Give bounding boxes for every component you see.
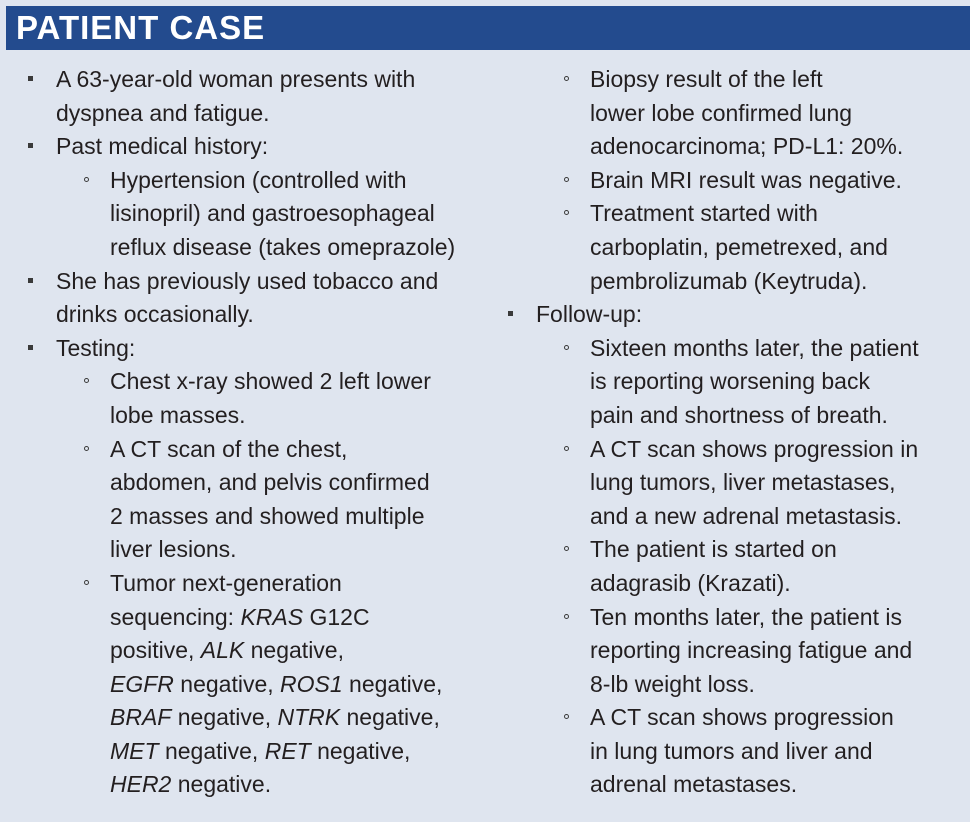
left-column [28, 63, 478, 802]
circle-bullet-icon [84, 177, 89, 182]
sub-bullet-ten-months: Ten months later, the patient is reporting increasing fatigue and 8-lb weight loss. [508, 601, 970, 702]
circle-bullet-icon [84, 378, 89, 383]
circle-bullet-icon [84, 580, 89, 585]
sub-bullet-ngs: Tumor next-generation sequencing: KRAS G12C positive, ALK negative, EGFR negative, ROS1 negative, BRAF negative, NTRK negative, MET negative, RET negative, HER2 negative. [28, 567, 478, 802]
square-bullet-icon [28, 345, 33, 350]
sub-bullet-ct-final: A CT scan shows progression in lung tumors and liver and adrenal metastases. [508, 701, 970, 802]
gene-alk: ALK [200, 637, 245, 664]
header-bar [6, 6, 970, 50]
right-column [508, 63, 970, 802]
bullet-presentation: A 63-year-old woman presents with dyspnea and fatigue. [28, 63, 478, 130]
sub-bullet-hypertension: Hypertension (controlled with lisinopril) and gastroesophageal reflux disease (takes omeprazole) [28, 164, 478, 265]
sub-bullet-biopsy: Biopsy result of the left lower lobe confirmed lung adenocarcinoma; PD-L1: 20%. [508, 63, 970, 164]
square-bullet-icon [508, 311, 513, 316]
gene-met: MET [110, 737, 159, 764]
circle-bullet-icon [564, 546, 569, 551]
gene-her2: HER2 [110, 771, 172, 798]
circle-bullet-icon [564, 177, 569, 182]
sub-bullet-ct-progression: A CT scan shows progression in lung tumors, liver metastases, and a new adrenal metastasis. [508, 433, 970, 534]
square-bullet-icon [28, 76, 33, 81]
square-bullet-icon [28, 143, 33, 148]
sub-bullet-mri: Brain MRI result was negative. [508, 164, 970, 198]
circle-bullet-icon [564, 76, 569, 81]
gene-kras: KRAS [240, 603, 304, 630]
gene-ret: RET [264, 737, 311, 764]
gene-braf: BRAF [110, 704, 172, 731]
gene-ntrk: NTRK [277, 704, 341, 731]
gene-egfr: EGFR [110, 670, 174, 697]
circle-bullet-icon [564, 446, 569, 451]
sub-bullet-ct: A CT scan of the chest, abdomen, and pelvis confirmed 2 masses and showed multiple liver lesions. [28, 433, 478, 567]
sub-bullet-treatment: Treatment started with carboplatin, pemetrexed, and pembrolizumab (Keytruda). [508, 197, 970, 298]
bullet-testing: Testing: [28, 332, 478, 366]
square-bullet-icon [28, 278, 33, 283]
bullet-history: Past medical history: [28, 130, 478, 164]
circle-bullet-icon [564, 345, 569, 350]
circle-bullet-icon [564, 210, 569, 215]
gene-ros1: ROS1 [280, 670, 343, 697]
bullet-tobacco: She has previously used tobacco and drinks occasionally. [28, 265, 478, 332]
sub-bullet-adagrasib: The patient is started on adagrasib (Krazati). [508, 533, 970, 600]
circle-bullet-icon [564, 714, 569, 719]
bullet-follow-up: Follow-up: [508, 298, 970, 332]
page-title: PATIENT CASE [16, 9, 266, 46]
circle-bullet-icon [84, 446, 89, 451]
circle-bullet-icon [564, 614, 569, 619]
sub-bullet-sixteen-months: Sixteen months later, the patient is reporting worsening back pain and shortness of breath. [508, 332, 970, 433]
sub-bullet-xray: Chest x-ray showed 2 left lower lobe masses. [28, 365, 478, 432]
